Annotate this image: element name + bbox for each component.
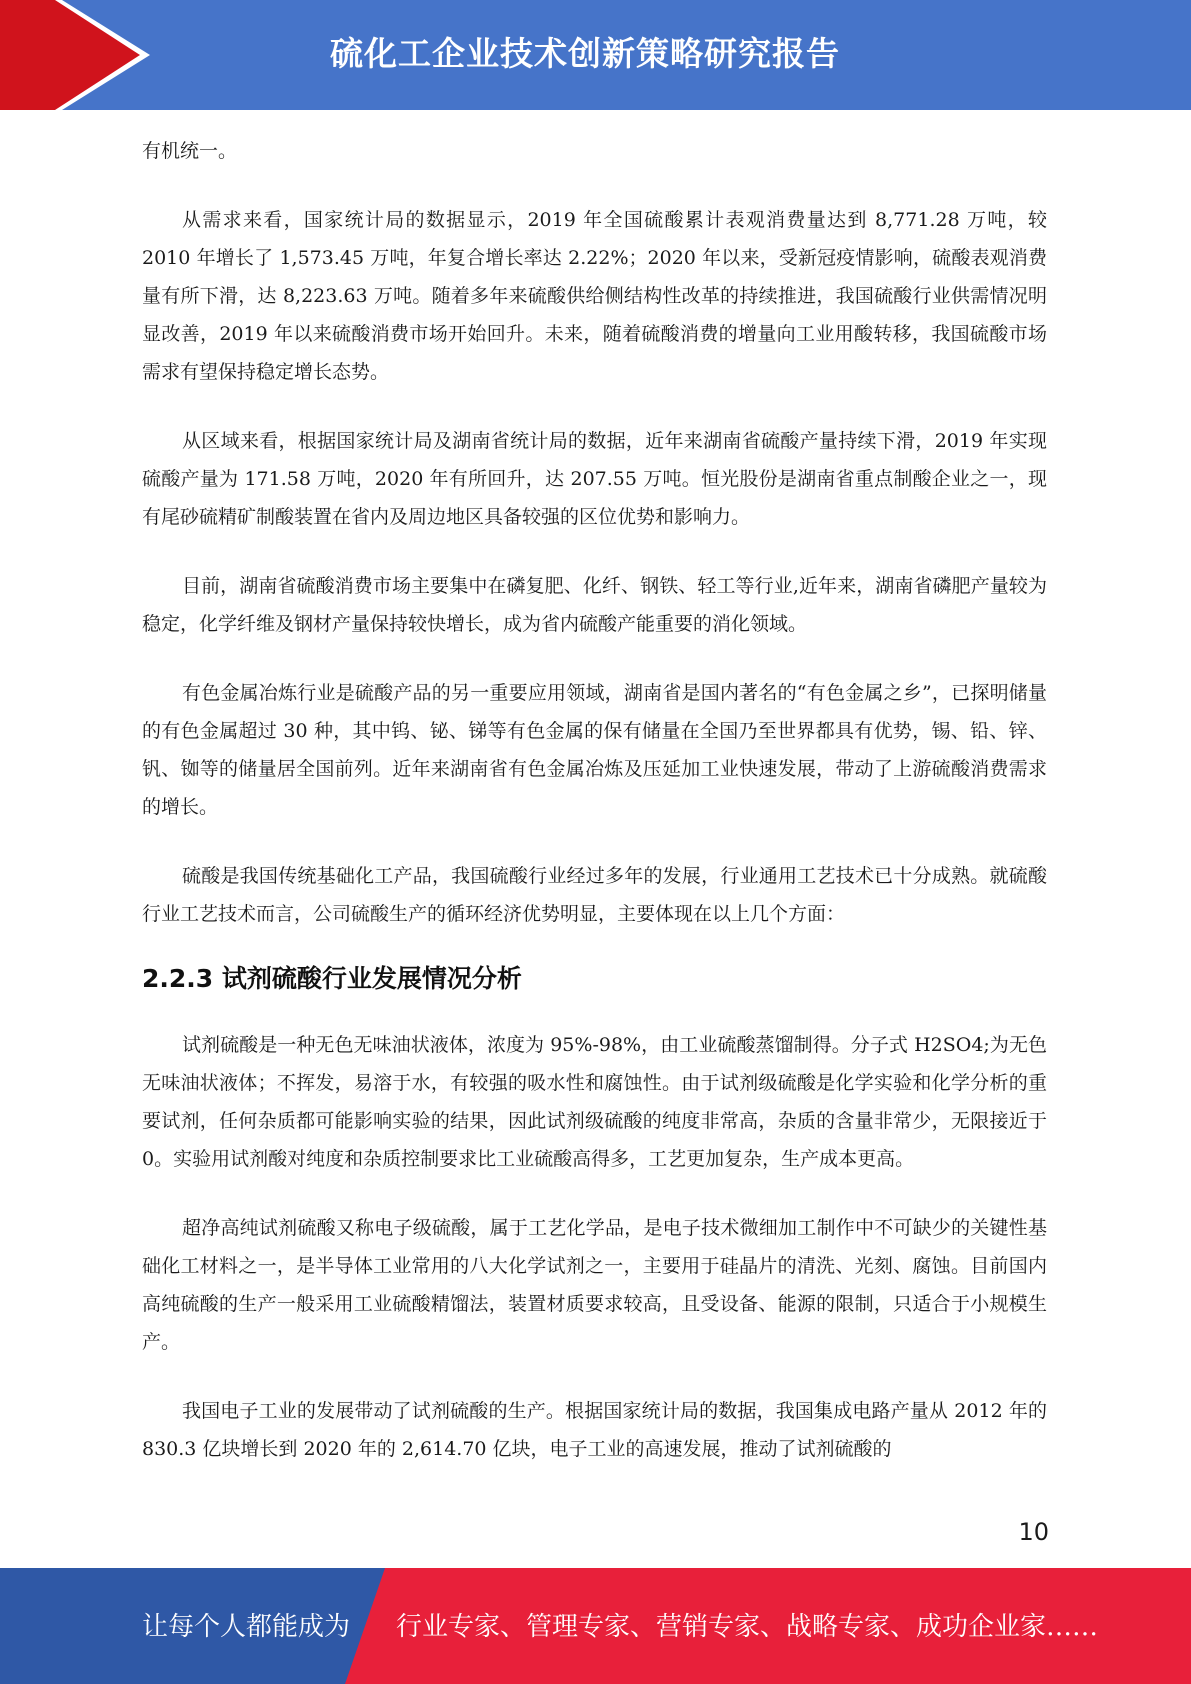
paragraph: 试剂硫酸是一种无色无味油状液体，浓度为 95%-98%，由工业硫酸蒸馏制得。分子式 H2SO4;为无色无味油状液体；不挥发，易溶于水，有较强的吸水性和腐蚀性。由于试剂级硫酸是化学实验和化学分析的重要试剂，任何杂质都可能影响实验的结果，因此试剂级硫酸的纯度非常高，杂质的含量非常少，无限接近于 0。实验用试剂酸对纯度和杂质控制要求比工业硫酸高得多，工艺更加复杂，生产成本更高。: [142, 1034, 1047, 1170]
paragraph: 目前，湖南省硫酸消费市场主要集中在磷复肥、化纤、钢铁、轻工等行业,近年来，湖南省磷肥产量较为稳定，化学纤维及钢材产量保持较快增长，成为省内硫酸产能重要的消化领域。: [142, 575, 1047, 635]
footer-slogan-right: 行业专家、管理专家、营销专家、战略专家、成功企业家……: [396, 1612, 1099, 1642]
page-header: [0, 0, 1191, 110]
paragraph: 有色金属冶炼行业是硫酸产品的另一重要应用领域，湖南省是国内著名的“有色金属之乡”，已探明储量的有色金属超过 30 种，其中钨、铋、锑等有色金属的保有储量在全国乃至世界都具有优势，锡、铅、锌、钒、铷等的储量居全国前列。近年来湖南省有色金属冶炼及压延加工业快速发展，带动了上游硫酸消费需求的增长。: [142, 682, 1047, 818]
paragraph: 硫酸是我国传统基础化工产品，我国硫酸行业经过多年的发展，行业通用工艺技术已十分成熟。就硫酸行业工艺技术而言，公司硫酸生产的循环经济优势明显，主要体现在以上几个方面：: [142, 865, 1047, 925]
page-footer: [0, 1568, 1191, 1684]
document-title: 硫化工企业技术创新策略研究报告: [330, 34, 840, 73]
header-chevron-decoration: [0, 0, 160, 110]
page-number: 10: [1018, 1518, 1049, 1546]
paragraph: 从需求来看，国家统计局的数据显示，2019 年全国硫酸累计表观消费量达到 8,771.28 万吨，较 2010 年增长了 1,573.45 万吨，年复合增长率达 2.22%；2020 年以来，受新冠疫情影响，硫酸表观消费量有所下滑，达 8,223.63 万吨。随着多年来硫酸供给侧结构性改革的持续推进，我国硫酸行业供需情况明显改善，2019 年以来硫酸消费市场开始回升。未来，随着硫酸消费的增量向工业用酸转移，我国硫酸市场需求有望保持稳定增长态势。: [142, 209, 1047, 383]
report-body: [142, 132, 1047, 1468]
paragraph: 有机统一。: [142, 140, 238, 162]
footer-slogan-left: 让每个人都能成为: [142, 1612, 351, 1642]
paragraph: 超净高纯试剂硫酸又称电子级硫酸，属于工艺化学品，是电子技术微细加工制作中不可缺少的关键性基础化工材料之一，是半导体工业常用的八大化学试剂之一，主要用于硅晶片的清洗、光刻、腐蚀。目前国内高纯硫酸的生产一般采用工业硫酸精馏法，装置材质要求较高，且受设备、能源的限制，只适合于小规模生产。: [142, 1217, 1047, 1353]
paragraph: 我国电子工业的发展带动了试剂硫酸的生产。根据国家统计局的数据，我国集成电路产量从 2012 年的 830.3 亿块增长到 2020 年的 2,614.70 亿块，电子工业的高速发展，推动了试剂硫酸的: [142, 1400, 1047, 1460]
section-heading: 2.2.3 试剂硫酸行业发展情况分析: [142, 964, 522, 993]
paragraph: 从区域来看，根据国家统计局及湖南省统计局的数据，近年来湖南省硫酸产量持续下滑，2019 年实现硫酸产量为 171.58 万吨，2020 年有所回升，达 207.55 万吨。恒光股份是湖南省重点制酸企业之一，现有尾砂硫精矿制酸装置在省内及周边地区具备较强的区位优势和影响力。: [142, 430, 1047, 528]
